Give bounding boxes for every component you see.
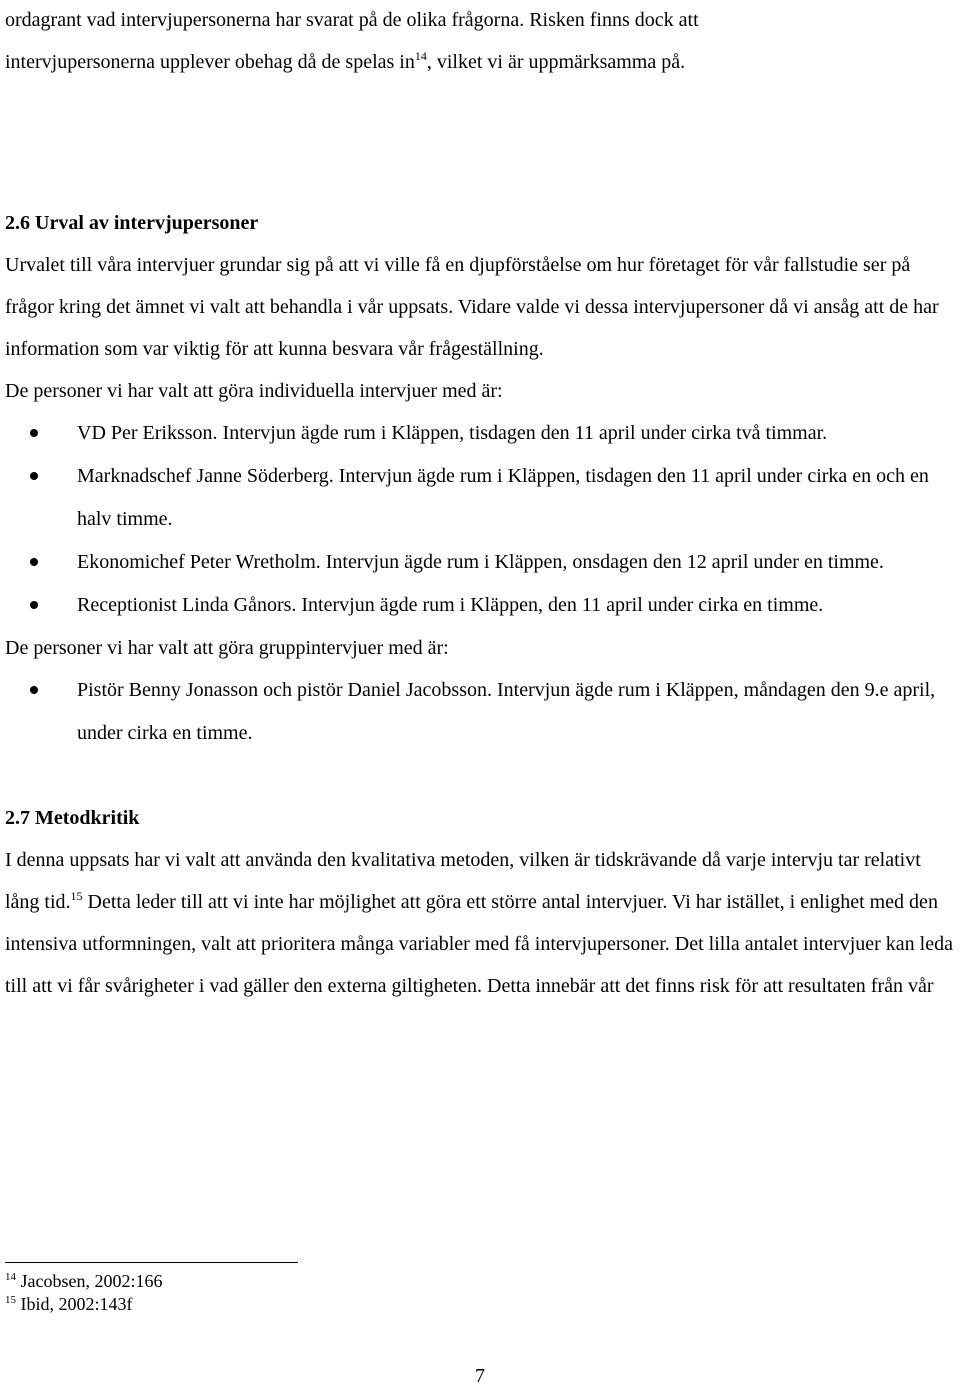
individual-interviews-intro: De personer vi har valt att göra individuella intervjuer med är: <box>5 380 503 402</box>
document-page <box>5 0 958 1007</box>
intro-paragraph <box>5 0 958 83</box>
group-interview-list <box>5 669 958 755</box>
list-item: Marknadschef Janne Söderberg. Intervjun ägde rum i Kläppen, tisdagen den 11 april under cirka en och en halv timme. <box>5 455 958 541</box>
selection-paragraph: Urvalet till våra intervjuer grundar sig på att vi ville få en djupförståelse om hur företaget för vår fallstudie ser på frågor kring det ämnet vi valt att behandla i vår uppsats. Vidare valde vi dessa intervjupersoner då vi ansåg att de har information som var viktig för att kunna besvara vår frågeställning. <box>5 254 939 360</box>
intro-line-2: intervjupersonerna upplever obehag då de spelas in <box>5 51 415 73</box>
list-item: VD Per Eriksson. Intervjun ägde rum i Kläppen, tisdagen den 11 april under cirka två timmar. <box>5 412 958 455</box>
heading-2-6: 2.6 Urval av intervjupersoner <box>5 212 259 234</box>
method-critique-text-1: I denna uppsats har vi valt att använda den kvalitativa metoden, vilken är tidskrävande då varje intervju tar relativt lång tid. <box>5 849 921 913</box>
footnote-divider <box>5 1262 298 1263</box>
method-critique-paragraph <box>5 839 958 1007</box>
list-item: Receptionist Linda Gånors. Intervjun ägde rum i Kläppen, den 11 april under cirka en timme. <box>5 584 958 627</box>
footnote-number: 14 <box>5 1271 16 1283</box>
group-interviews-intro: De personer vi har valt att göra gruppintervjuer med är: <box>5 637 449 659</box>
footnote-14 <box>5 1270 162 1293</box>
intro-line-1: ordagrant vad intervjupersonerna har svarat på de olika frågorna. Risken finns dock att <box>5 9 699 31</box>
method-critique-text-2: Detta leder till att vi inte har möjlighet att göra ett större antal intervjuer. Vi har istället, i enlighet med den intensiva utformningen, valt att prioritera många variabler med få intervjupersoner. Det lilla antalet intervjuer kan leda till att vi får svårigheter i vad gäller den externa giltigheten. Detta innebär att det finns risk för att resultaten från vår <box>5 891 953 997</box>
list-item: Ekonomichef Peter Wretholm. Intervjun ägde rum i Kläppen, onsdagen den 12 april under en timme. <box>5 541 958 584</box>
heading-2-7: 2.7 Metodkritik <box>5 807 140 829</box>
footnote-15 <box>5 1293 162 1316</box>
footnote-ref-14[interactable]: 14 <box>414 49 427 63</box>
footnote-text: Jacobsen, 2002:166 <box>20 1271 163 1291</box>
individual-interview-list <box>5 412 958 627</box>
footnotes <box>5 1270 162 1316</box>
footnote-text: Ibid, 2002:143f <box>20 1294 133 1314</box>
intro-line-2-end: , vilket vi är uppmärksamma på. <box>426 51 686 73</box>
footnote-number: 15 <box>5 1294 16 1306</box>
footnote-ref-15[interactable]: 15 <box>70 889 83 903</box>
list-item: Pistör Benny Jonasson och pistör Daniel Jacobsson. Intervjun ägde rum i Kläppen, måndagen den 9.e april, under cirka en timme. <box>5 669 958 755</box>
page-number: 7 <box>475 1365 485 1387</box>
